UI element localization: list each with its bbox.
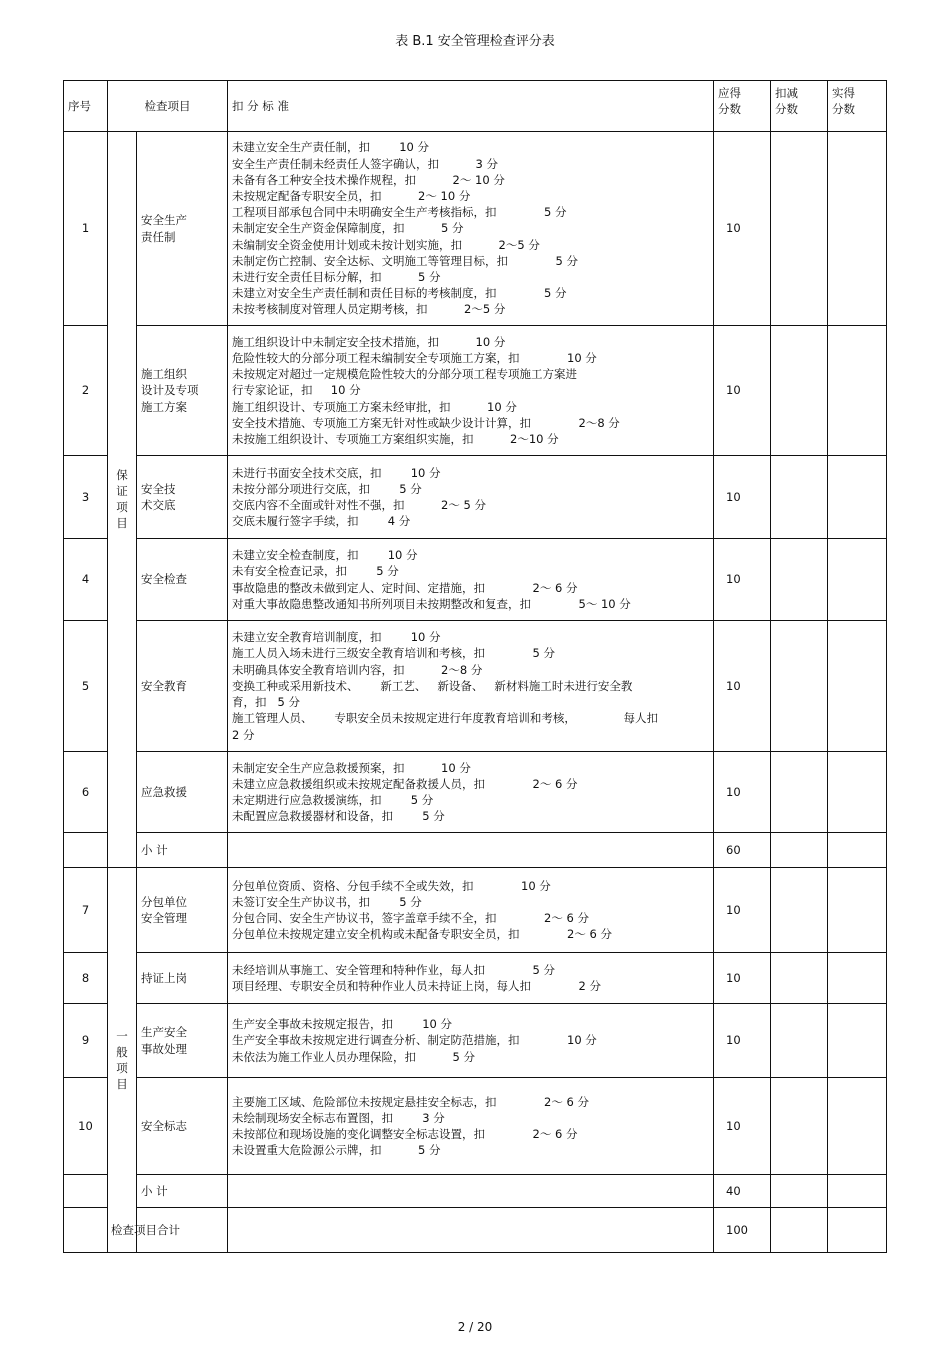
total-score: 100 — [714, 1208, 771, 1253]
criteria-line: 未按规定配备专职安全员，扣 2～ 10 分 — [232, 188, 471, 203]
subtotal-row — [64, 1175, 887, 1208]
group-general — [108, 868, 137, 1253]
header-row — [64, 81, 887, 132]
check-item — [137, 868, 228, 953]
criteria-line: 未制定伤亡控制、安全达标、文明施工等管理目标，扣 5 分 — [232, 253, 578, 268]
check-item-line: 术交底 — [141, 498, 176, 512]
deduct-score — [771, 1004, 828, 1078]
header-line: 扣减 — [775, 86, 798, 100]
criteria-line: 工程项目部承包合同中未明确安全生产考核指标，扣 5 分 — [232, 205, 567, 220]
check-item-line: 事故处理 — [141, 1041, 187, 1056]
actual-score — [828, 953, 887, 1004]
due-score: 10 — [714, 1078, 771, 1175]
criteria-line: 生产安全事故未按规定报告，扣 10 分 — [232, 1017, 453, 1032]
deduction-criteria — [228, 833, 714, 868]
criteria-line: 安全生产责任制未经责任人签字确认，扣 3 分 — [232, 156, 499, 171]
total-row — [64, 1208, 887, 1253]
header-actual-score — [828, 81, 887, 132]
check-item — [137, 456, 228, 539]
criteria-line: 交底未履行签字手续，扣 4 分 — [232, 514, 411, 529]
header-deduct-score — [771, 81, 828, 132]
check-item-line: 分包单位 — [141, 894, 187, 909]
check-item-line: 安全生产 — [141, 213, 187, 228]
criteria-line: 未制定安全生产资金保障制度，扣 5 分 — [232, 221, 464, 236]
total-label: 检查项目合计 — [64, 1208, 228, 1253]
criteria-line: 未按分部分项进行交底，扣 5 分 — [232, 481, 422, 496]
actual-score — [828, 1004, 887, 1078]
due-score: 10 — [714, 1004, 771, 1078]
criteria-line: 未按规定对超过一定规模危险性较大的分部分项工程专项施工方案进 — [232, 367, 577, 382]
check-item — [137, 833, 228, 868]
criteria-line: 项目经理、专职安全员和特种作业人员未持证上岗，每人扣 2 分 — [232, 979, 601, 993]
criteria-line: 分包合同、安全生产协议书，签字盖章手续不全，扣 2～ 6 分 — [232, 911, 589, 925]
deduct-score — [771, 539, 828, 621]
check-item-line: 小 计 — [141, 842, 168, 857]
deduct-score — [771, 1078, 828, 1175]
group-guarantee — [108, 132, 137, 868]
deduction-criteria — [228, 868, 714, 953]
due-score: 10 — [714, 326, 771, 456]
due-score: 10 — [714, 868, 771, 953]
criteria-line: 施工组织设计、专项施工方案未经审批，扣 10 分 — [232, 399, 517, 414]
criteria-line: 未按部位和现场设施的变化调整安全标志设置，扣 2～ 6 分 — [232, 1127, 578, 1141]
check-item-line: 持证上岗 — [141, 970, 187, 985]
check-item — [137, 539, 228, 621]
row-number: 5 — [64, 621, 108, 752]
criteria-line: 未设置重大危险源公示牌，扣 5 分 — [232, 1143, 441, 1158]
page-number: 2 / 20 — [457, 1320, 493, 1334]
due-score: 10 — [714, 539, 771, 621]
row-number: 7 — [64, 868, 108, 953]
due-score: 10 — [714, 752, 771, 833]
check-item-line: 施工方案 — [141, 399, 187, 414]
criteria-line: 育，扣 5 分 — [232, 695, 300, 710]
deduction-criteria — [228, 752, 714, 833]
criteria-line: 未有安全检查记录，扣 5 分 — [232, 564, 399, 579]
safety-score-table — [63, 80, 887, 1253]
header-due-score — [714, 81, 771, 132]
check-item-line: 安全管理 — [141, 911, 187, 925]
criteria-line: 安全技术措施、专项施工方案无针对性或缺少设计计算，扣 2～8 分 — [232, 415, 620, 430]
criteria-line: 未绘制现场安全标志布置图，扣 3 分 — [232, 1110, 445, 1125]
criteria-line: 变换工种或采用新技术、 新工艺、 新设备、 新材料施工时未进行安全教 — [232, 678, 633, 693]
check-item — [137, 621, 228, 752]
criteria-line: 施工人员入场未进行三级安全教育培训和考核，扣 5 分 — [232, 646, 555, 661]
subtotal-row — [64, 833, 887, 868]
criteria-line: 未按考核制度对管理人员定期考核，扣 2～5 分 — [232, 302, 506, 317]
criteria-line: 未备有各工种安全技术操作规程，扣 2～ 10 分 — [232, 172, 505, 187]
deduct-score — [771, 752, 828, 833]
due-score: 60 — [714, 833, 771, 868]
due-score: 10 — [714, 132, 771, 326]
row-number — [64, 833, 108, 868]
criteria-line: 未明确具体安全教育培训内容，扣 2～8 分 — [232, 662, 483, 677]
actual-score — [828, 132, 887, 326]
deduction-criteria — [228, 1175, 714, 1208]
actual-score — [828, 1175, 887, 1208]
due-score: 10 — [714, 953, 771, 1004]
check-item-line: 生产安全 — [141, 1025, 187, 1040]
table-row — [64, 868, 887, 953]
table-row — [64, 539, 887, 621]
row-number: 1 — [64, 132, 108, 326]
criteria-line: 交底内容不全面或针对性不强，扣 2～ 5 分 — [232, 498, 486, 512]
deduction-criteria — [228, 1004, 714, 1078]
check-item — [137, 132, 228, 326]
check-item-line: 设计及专项 — [141, 383, 199, 398]
actual-score — [828, 1078, 887, 1175]
header-line: 分数 — [775, 102, 798, 117]
actual-score — [828, 456, 887, 539]
check-item — [137, 1004, 228, 1078]
check-item — [137, 953, 228, 1004]
check-item-line: 安全教育 — [141, 678, 187, 693]
criteria-line: 分包单位未按规定建立安全机构或未配备专职安全员，扣 2～ 6 分 — [232, 927, 612, 942]
criteria-line: 行专家论证，扣 10 分 — [232, 383, 361, 398]
check-item-line: 安全技 — [141, 481, 176, 496]
table-row — [64, 1004, 887, 1078]
criteria-line: 分包单位资质、资格、分包手续不全或失效，扣 10 分 — [232, 878, 551, 893]
row-number: 10 — [64, 1078, 108, 1175]
deduction-criteria — [228, 953, 714, 1004]
criteria-line: 事故隐患的整改未做到定人、定时间、定措施，扣 2～ 6 分 — [232, 580, 578, 595]
criteria-line: 未建立应急救援组织或未按规定配备救援人员，扣 2～ 6 分 — [232, 776, 578, 791]
criteria-line: 未建立安全教育培训制度，扣 10 分 — [232, 630, 441, 645]
criteria-line: 未编制安全资金使用计划或未按计划实施，扣 2～5 分 — [232, 237, 540, 252]
actual-score — [828, 621, 887, 752]
criteria-line: 未签订安全生产协议书，扣 5 分 — [232, 894, 422, 909]
group-label: 一般项目 — [116, 1028, 128, 1091]
table-row — [64, 953, 887, 1004]
deduct-score — [771, 326, 828, 456]
header-no: 序号 — [64, 81, 108, 132]
row-number: 2 — [64, 326, 108, 456]
check-item-line: 安全检查 — [141, 572, 187, 587]
table-row — [64, 326, 887, 456]
total-deduct — [771, 1208, 828, 1253]
criteria-line: 未定期进行应急救援演练，扣 5 分 — [232, 793, 434, 807]
actual-score — [828, 868, 887, 953]
check-item-line: 施工组织 — [141, 367, 187, 382]
header-line: 实得 — [832, 86, 855, 100]
criteria-line: 未建立安全生产责任制，扣 10 分 — [232, 140, 430, 155]
table-row — [64, 752, 887, 833]
table-row — [64, 456, 887, 539]
criteria-line: 危险性较大的分部分项工程未编制安全专项施工方案，扣 10 分 — [232, 350, 597, 365]
criteria-line: 未制定安全生产应急救援预案，扣 10 分 — [232, 760, 471, 775]
deduction-criteria — [228, 539, 714, 621]
row-number: 8 — [64, 953, 108, 1004]
deduction-criteria — [228, 1078, 714, 1175]
header-criteria: 扣 分 标 准 — [228, 81, 714, 132]
row-number: 6 — [64, 752, 108, 833]
deduct-score — [771, 833, 828, 868]
check-item — [137, 1078, 228, 1175]
deduct-score — [771, 1175, 828, 1208]
criteria-line: 2 分 — [232, 727, 255, 742]
row-number: 3 — [64, 456, 108, 539]
deduction-criteria — [228, 456, 714, 539]
total-actual — [828, 1208, 887, 1253]
check-item-line: 安全标志 — [141, 1118, 187, 1133]
check-item — [137, 1175, 228, 1208]
criteria-line: 未经培训从事施工、安全管理和特种作业，每人扣 5 分 — [232, 962, 555, 977]
criteria-line: 未进行安全责任目标分解，扣 5 分 — [232, 270, 441, 284]
deduction-criteria — [228, 621, 714, 752]
total-criteria — [228, 1208, 714, 1253]
criteria-line: 未进行书面安全技术交底，扣 10 分 — [232, 465, 441, 480]
deduction-criteria — [228, 326, 714, 456]
header-line: 分数 — [718, 102, 741, 117]
header-item: 检查项目 — [108, 81, 228, 132]
check-item — [137, 326, 228, 456]
table-row — [64, 621, 887, 752]
criteria-line: 未依法为施工作业人员办理保险，扣 5 分 — [232, 1049, 476, 1064]
actual-score — [828, 833, 887, 868]
group-label: 保证项目 — [116, 468, 128, 531]
criteria-line: 未配置应急救援器材和设备，扣 5 分 — [232, 809, 445, 824]
deduct-score — [771, 132, 828, 326]
table-title: 表 B.1 安全管理检查评分表 — [395, 34, 555, 49]
deduct-score — [771, 868, 828, 953]
criteria-line: 对重大事故隐患整改通知书所列项目未按期整改和复查，扣 5～ 10 分 — [232, 596, 631, 611]
header-line: 应得 — [718, 86, 741, 100]
due-score: 10 — [714, 456, 771, 539]
row-number — [64, 1175, 108, 1208]
criteria-line: 未按施工组织设计、专项施工方案组织实施，扣 2～10 分 — [232, 432, 559, 446]
criteria-line: 施工组织设计中未制定安全技术措施，扣 10 分 — [232, 334, 506, 349]
deduct-score — [771, 456, 828, 539]
check-item — [137, 752, 228, 833]
actual-score — [828, 539, 887, 621]
check-item-line: 责任制 — [141, 229, 176, 244]
deduction-criteria — [228, 132, 714, 326]
due-score: 40 — [714, 1175, 771, 1208]
deduct-score — [771, 621, 828, 752]
check-item-line: 小 计 — [141, 1183, 168, 1198]
header-line: 分数 — [832, 102, 855, 117]
criteria-line: 未建立安全检查制度，扣 10 分 — [232, 548, 418, 563]
table-row — [64, 132, 887, 326]
actual-score — [828, 752, 887, 833]
actual-score — [828, 326, 887, 456]
row-number: 9 — [64, 1004, 108, 1078]
row-number: 4 — [64, 539, 108, 621]
table-row — [64, 1078, 887, 1175]
deduct-score — [771, 953, 828, 1004]
check-item-line: 应急救援 — [141, 784, 187, 799]
criteria-line: 生产安全事故未按规定进行调查分析、制定防范措施，扣 10 分 — [232, 1033, 597, 1048]
criteria-line: 未建立对安全生产责任制和责任目标的考核制度，扣 5 分 — [232, 286, 567, 301]
criteria-line: 主要施工区域、危险部位未按规定悬挂安全标志，扣 2～ 6 分 — [232, 1094, 589, 1109]
criteria-line: 施工管理人员、 专职安全员未按规定进行年度教育培训和考核， 每人扣 — [232, 711, 658, 726]
due-score: 10 — [714, 621, 771, 752]
